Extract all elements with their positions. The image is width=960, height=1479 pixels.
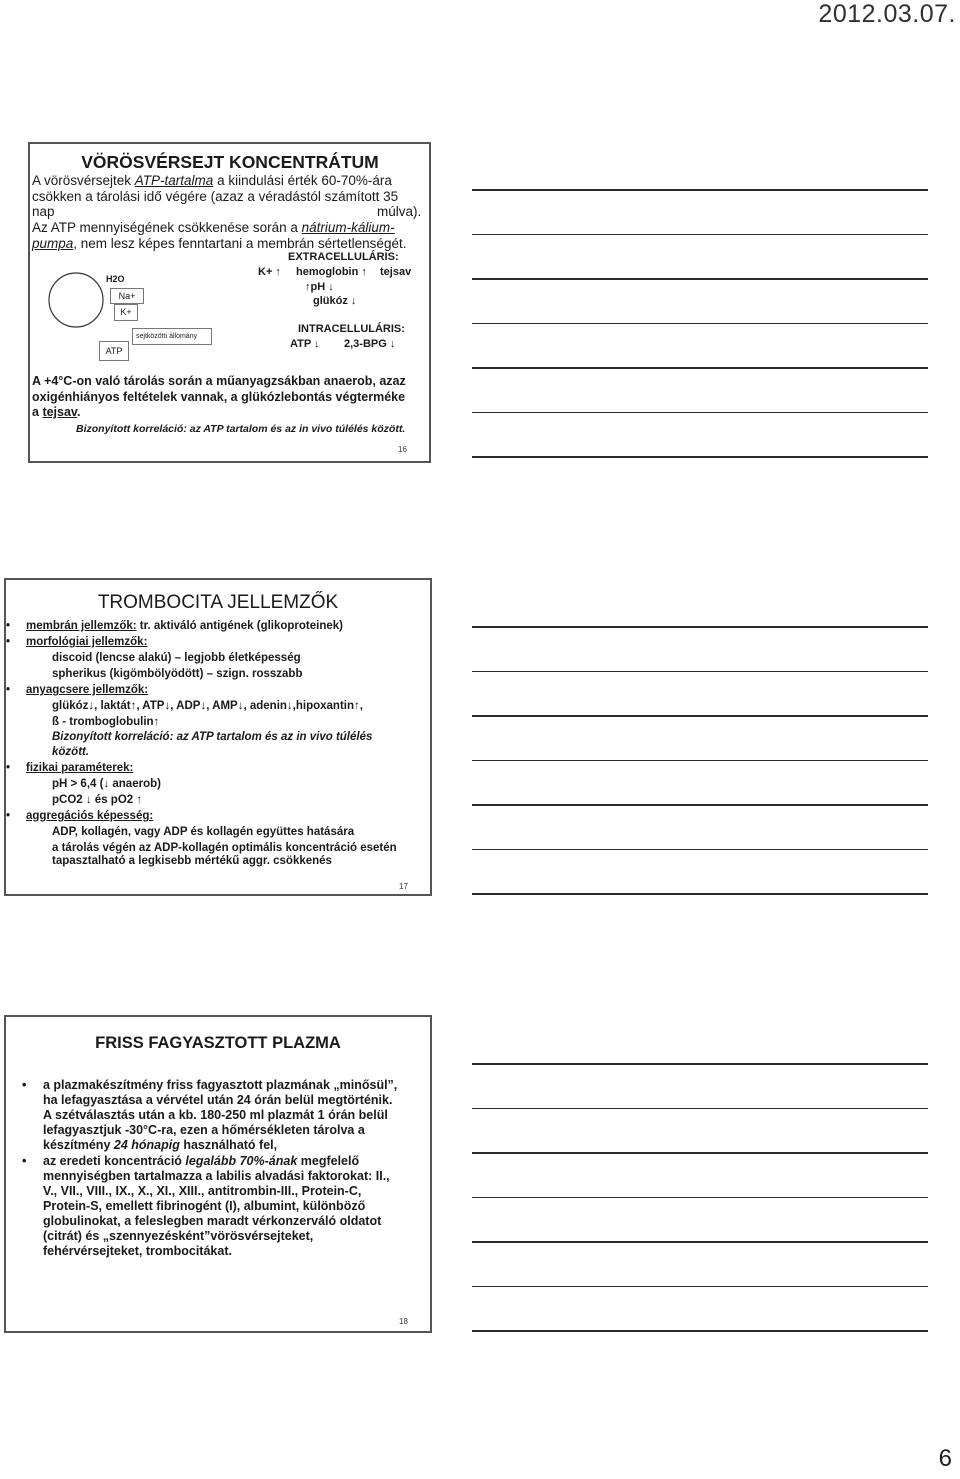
- text-line: lefagyasztjuk -30°C-ra, ezen a hőmérsékleten tárolva a: [43, 1123, 365, 1137]
- bullet-aggregation: [26, 810, 153, 822]
- intracellular-atp: ATP ↓: [290, 338, 320, 350]
- storage-paragraph-line: [32, 405, 80, 419]
- text: megfelelő: [297, 1154, 360, 1168]
- text: a: [32, 405, 43, 419]
- text: a kiindulási érték 60-70%-ára: [213, 173, 392, 188]
- emphasis: 24 hónapig: [113, 1138, 180, 1152]
- text: tr. aktiváló antigének (glikoproteinek): [136, 620, 343, 632]
- text-line: a plazmakészítmény friss fagyasztott plazmának „minősül”,: [43, 1078, 398, 1092]
- text: , nem lesz képes fenntartani a membrán sértetlenségét.: [73, 236, 407, 251]
- pump-term: pumpa: [32, 236, 74, 251]
- atp-box: ATP: [99, 341, 129, 361]
- slide-18: [4, 1015, 432, 1333]
- slide-number: 18: [399, 1317, 408, 1326]
- text-line: ADP, kollagén, vagy ADP és kollagén együttes hatására: [52, 826, 355, 838]
- extracellular-glukoz: glükóz ↓: [313, 295, 357, 307]
- storage-paragraph-line: oxigénhiányos feltételek vannak, a glükózlebontás végterméke: [32, 390, 406, 404]
- text: .: [76, 405, 81, 419]
- paragraph-line: [32, 173, 392, 189]
- slide-16: [28, 142, 431, 463]
- text-line: [43, 1154, 359, 1168]
- text-line: Protein-S, emellett fibrinogént (I), albumint, különböző: [43, 1199, 366, 1213]
- print-date: 2012.03.07.: [818, 0, 956, 28]
- correlation-note: Bizonyított korreláció: az ATP tartalom és az in vivo túlélés között.: [76, 423, 406, 435]
- paragraph-line: nap: [32, 204, 55, 219]
- emphasis: legalább 70%-ának: [185, 1154, 298, 1168]
- text-line: pCO2 ↓ és pO2 ↑: [52, 794, 143, 806]
- tejsav-term: tejsav: [42, 405, 77, 419]
- paragraph-line: [32, 236, 406, 252]
- slide-title: VÖRÖSVÉRSEJT KONCENTRÁTUM: [81, 152, 379, 172]
- na-box: Na+: [110, 288, 144, 304]
- text-line: pH > 6,4 (↓ anaerob): [52, 778, 161, 790]
- extracellular-hemoglobin: hemoglobin ↑: [296, 266, 367, 278]
- slide-number: 16: [398, 445, 407, 454]
- bullet-heading: morfológiai jellemzők:: [26, 636, 148, 648]
- bullet-heading: aggregációs képesség:: [26, 810, 154, 822]
- atp-tartalma-term: ATP-tartalma: [134, 173, 214, 188]
- h2o-label: H2O: [106, 274, 125, 284]
- bullet-dot: •: [22, 1154, 27, 1168]
- text-line: között.: [52, 746, 90, 758]
- text-line: a tárolás végén az ADP-kollagén optimális koncentráció esetén: [52, 842, 397, 854]
- slide-17: [4, 578, 432, 896]
- text-line: A szétválasztás után a kb. 180-250 ml plazmát 1 órán belül: [43, 1108, 388, 1122]
- slide-number: 17: [399, 882, 408, 891]
- text: Az ATP mennyiségének csökkenése során a: [32, 220, 302, 235]
- extracellular-title: EXTRACELLULÁRIS:: [288, 251, 399, 263]
- intracellular-bpg: 2,3-BPG ↓: [344, 338, 396, 350]
- extracellular-tejsav: tejsav: [380, 266, 412, 278]
- intracellular-title: INTRACELLULÁRIS:: [298, 323, 405, 335]
- slide-title: FRISS FAGYASZTOTT PLAZMA: [95, 1034, 341, 1052]
- text: készítmény: [43, 1138, 114, 1152]
- page-number: 6: [938, 1445, 952, 1472]
- bullet-heading: anyagcsere jellemzők:: [26, 684, 149, 696]
- extracellular-k: K+ ↑: [258, 266, 281, 278]
- bullet-membrane: [26, 620, 343, 632]
- bullet-heading: fizikai paraméterek:: [26, 762, 134, 774]
- text-line: [43, 1138, 277, 1152]
- cell-circle: [49, 273, 103, 327]
- notes-lines: [472, 1063, 928, 1332]
- text-line: fehérvérsejteket, trombocitákat.: [43, 1244, 232, 1258]
- paragraph-line: [32, 220, 395, 236]
- notes-lines: [472, 626, 928, 895]
- slide-title: TROMBOCITA JELLEMZŐK: [97, 592, 339, 613]
- pump-term: nátrium-kálium-: [301, 220, 395, 235]
- storage-paragraph-line: A +4°C-on való tárolás során a műanyagzsákban anaerob, azaz: [32, 374, 406, 388]
- text-line: V., VII., VIII., IX., X., XI., XIII., antitrombin-III., Protein-C,: [43, 1184, 362, 1198]
- text-line: mennyiségben tartalmazza a labilis alvadási faktorokat: II.,: [43, 1169, 390, 1183]
- text-line: globulinokat, a feleslegben maradt vérkonzerváló oldatot: [43, 1214, 382, 1228]
- text-line: glükóz↓, laktát↑, ATP↓, ADP↓, AMP↓, adenin↓,hipoxantin↑,: [52, 700, 363, 712]
- text-line: discoid (lencse alakú) – legjobb életképesség: [52, 652, 301, 664]
- intercellular-space-box: sejtközötti állomány: [132, 328, 212, 345]
- bullet-heading: membrán jellemzők:: [26, 620, 137, 632]
- k-box: K+: [114, 304, 138, 321]
- text-line: spherikus (kigömbölyödött) – szign. rosszabb: [52, 668, 303, 680]
- text-line: Bizonyított korreláció: az ATP tartalom és az in vivo túlélés: [52, 731, 373, 743]
- bullet-dot: •: [22, 1078, 27, 1092]
- paragraph-line: múlva).: [377, 204, 422, 219]
- text: A vörösvérsejtek: [32, 173, 135, 188]
- bullet-morphology: [26, 636, 147, 648]
- text: az eredeti koncentráció: [43, 1154, 186, 1168]
- text-line: ha lefagyasztása a vérvétel után 24 órán belül megtörténik.: [43, 1093, 393, 1107]
- text-line: (citrát) és „szennyezésként”vörösvérsejteket,: [43, 1229, 314, 1243]
- bullet-metabolism: [26, 684, 148, 696]
- text: használható fel,: [179, 1138, 278, 1152]
- extracellular-ph: ↑pH ↓: [305, 281, 334, 293]
- paragraph-line: csökken a tárolási idő végére (azaz a véradástól számított 35: [32, 189, 399, 204]
- text-line: ß - tromboglobulin↑: [52, 716, 160, 728]
- bullet-physical: [26, 762, 133, 774]
- text-line: tapasztalható a legkisebb mértékű aggr. csökkenés: [52, 855, 332, 867]
- notes-lines: [472, 189, 928, 458]
